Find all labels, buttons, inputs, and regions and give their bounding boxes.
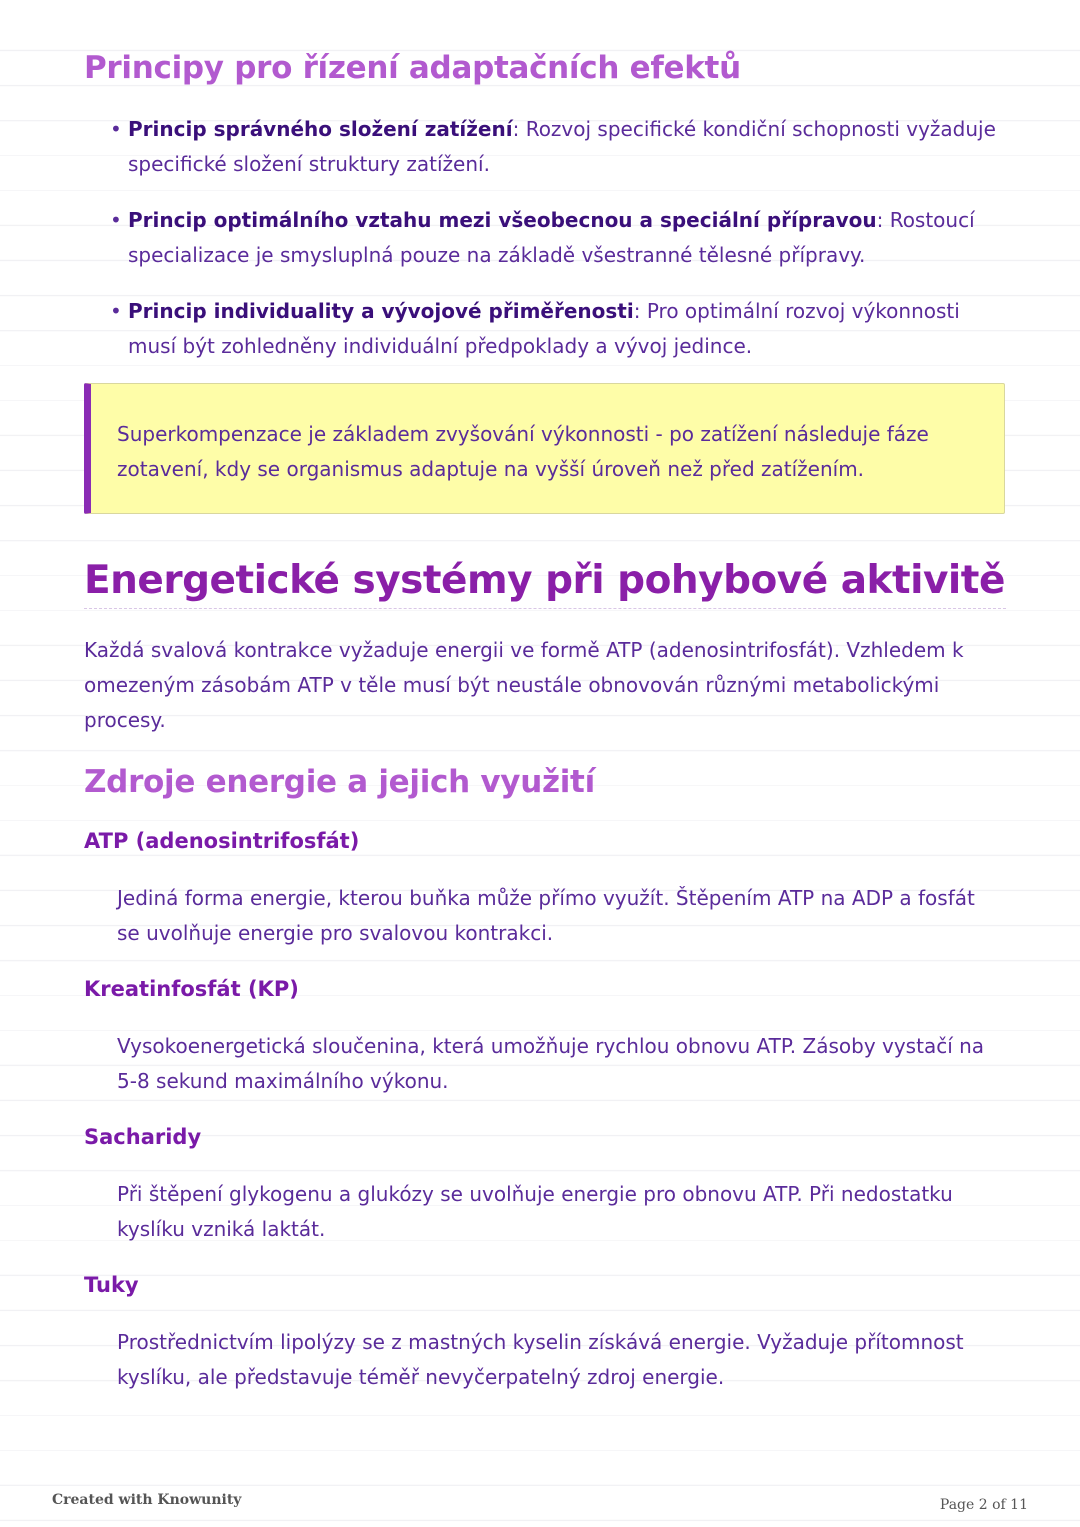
footer-created: Created with Knowunity bbox=[52, 1492, 242, 1508]
source-heading-fats: Tuky bbox=[84, 1273, 139, 1297]
highlight-note bbox=[84, 383, 1005, 514]
list-item bbox=[110, 294, 1010, 364]
source-text-fats: Prostřednictvím lipolýzy se z mastných kyselin získává energie. Vyžaduje přítomnost kyslíku, ale představuje téměř nevyčerpatelný zdroj energie. bbox=[117, 1330, 964, 1389]
principles-list bbox=[110, 112, 1010, 385]
source-text-carbs: Při štěpení glykogenu a glukózy se uvolňuje energie pro obnovu ATP. Při nedostatku kyslíku vzniká laktát. bbox=[117, 1182, 953, 1241]
principle-term: Princip individuality a vývojové přiměřenosti bbox=[128, 299, 634, 323]
principle-text: : Rostoucí specializace je smysluplná pouze na základě všestranné tělesné přípravy. bbox=[128, 208, 975, 267]
principle-text: : Pro optimální rozvoj výkonnosti musí být zohledněny individuální předpoklady a vývoj jedince. bbox=[128, 299, 960, 358]
note-text: Superkompenzace je základem zvyšování výkonnosti - po zatížení následuje fáze zotavení, kdy se organismus adaptuje na vyšší úroveň než před zatížením. bbox=[117, 422, 929, 481]
subtitle-energy-sources: Zdroje energie a jejich využití bbox=[84, 764, 595, 800]
source-text-atp: Jediná forma energie, kterou buňka může přímo využít. Štěpením ATP na ADP a fosfát se uvolňuje energie pro svalovou kontrakci. bbox=[117, 886, 975, 945]
principle-text: : Rozvoj specifické kondiční schopnosti vyžaduje specifické složení struktury zatížení. bbox=[128, 117, 996, 176]
principle-term: Princip správného složení zatížení bbox=[128, 117, 513, 141]
source-heading-carbs: Sacharidy bbox=[84, 1125, 202, 1149]
energy-intro: Každá svalová kontrakce vyžaduje energii ve formě ATP (adenosintrifosfát). Vzhledem k omezeným zásobám ATP v těle musí být neustále obnovován různými metabolickými procesy. bbox=[84, 638, 964, 732]
principle-term: Princip optimálního vztahu mezi všeobecnou a speciální přípravou bbox=[128, 208, 877, 232]
source-text-kp: Vysokoenergetická sloučenina, která umožňuje rychlou obnovu ATP. Zásoby vystačí na 5-8 sekund maximálního výkonu. bbox=[117, 1034, 985, 1093]
source-heading-atp: ATP (adenosintrifosfát) bbox=[84, 829, 360, 853]
footer-page-number: Page 2 of 11 bbox=[939, 1497, 1028, 1513]
section-title-principles: Principy pro řízení adaptačních efektů bbox=[84, 50, 741, 86]
list-item bbox=[110, 203, 1010, 273]
title-divider bbox=[84, 608, 1006, 609]
source-heading-kp: Kreatinfosfát (KP) bbox=[84, 977, 299, 1001]
list-item bbox=[110, 112, 1010, 182]
section-title-energy: Energetické systémy při pohybové aktivitě bbox=[84, 558, 1005, 603]
